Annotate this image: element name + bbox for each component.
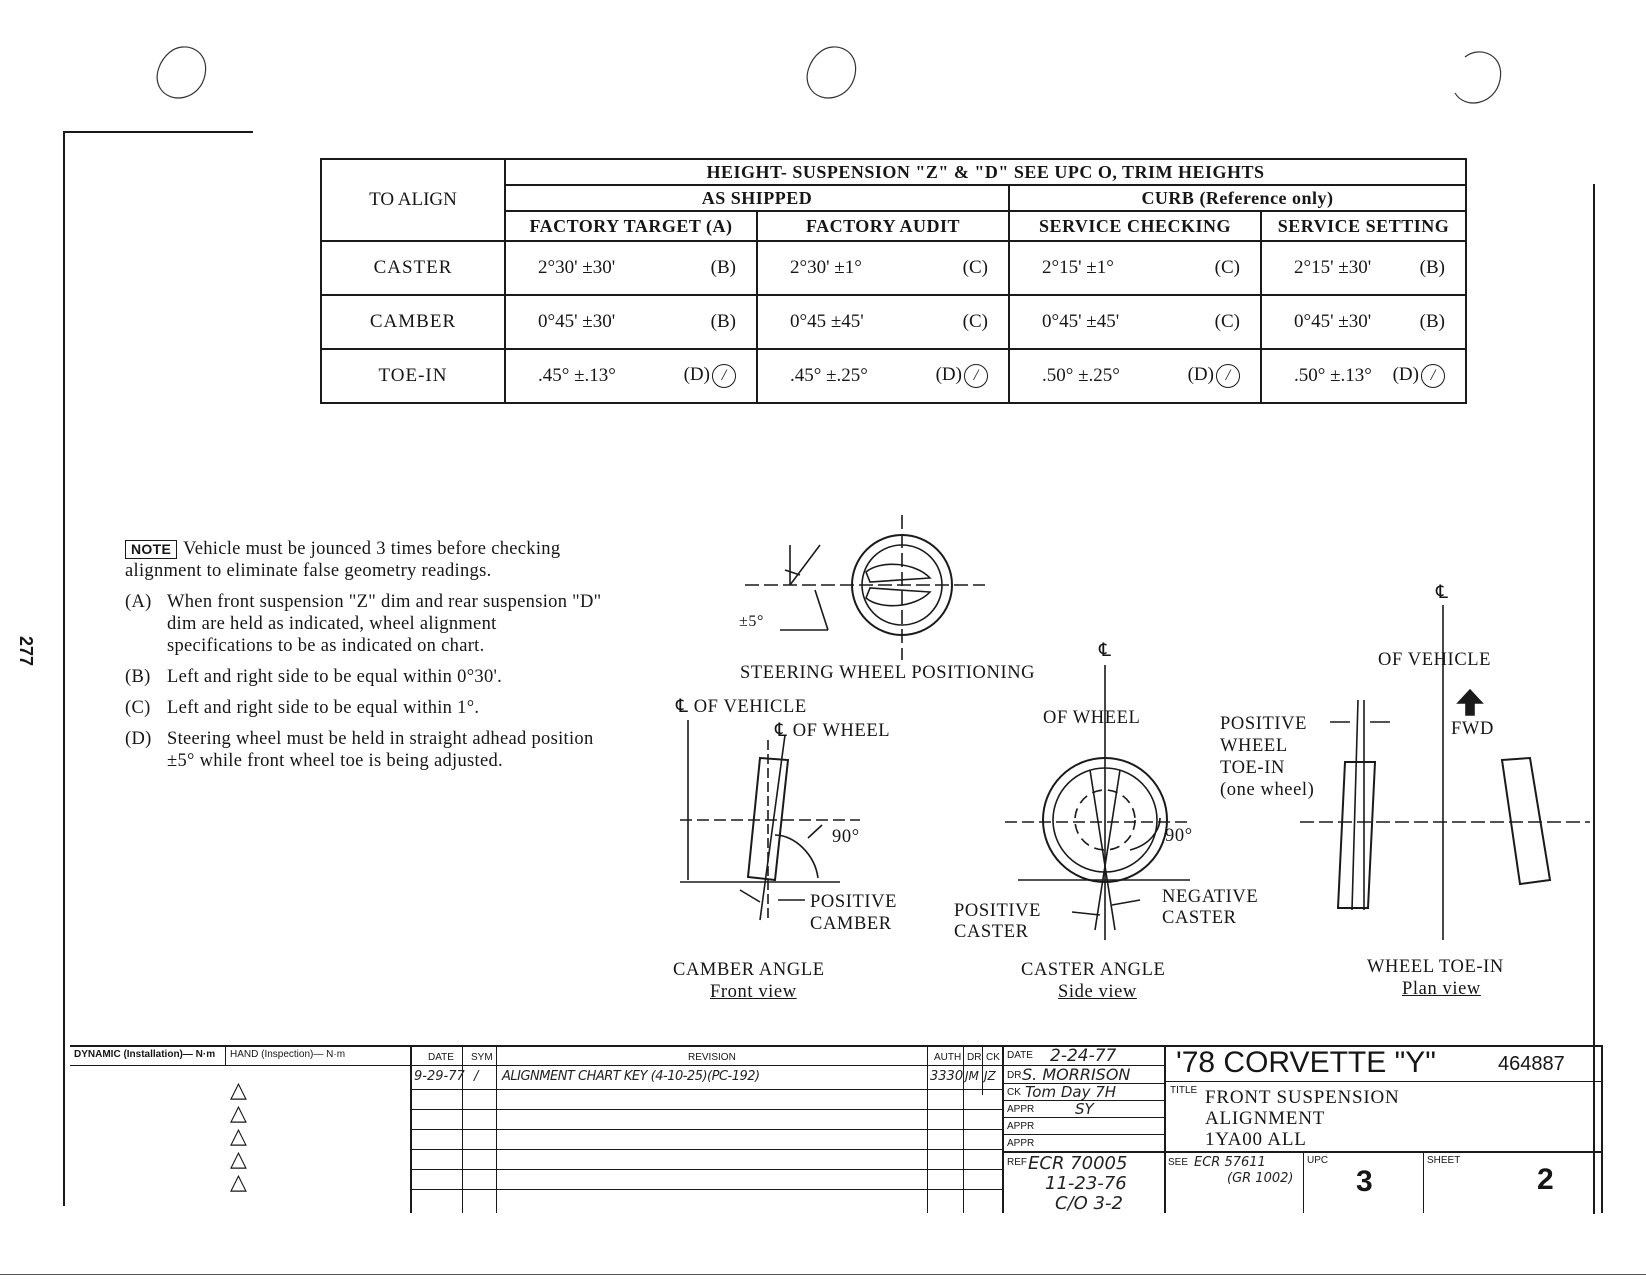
negative-caster-label: NEGATIVE <box>1162 887 1259 907</box>
drawing-number: 464887 <box>1498 1053 1565 1075</box>
ref-label: REF <box>1007 1157 1027 1168</box>
note-letter: (A) <box>125 592 152 612</box>
caster-angle-label: 90° <box>1165 826 1193 846</box>
spec-value: 0°45' ±30' <box>538 311 616 332</box>
toe-cl-symbol: ℄ <box>1436 583 1449 603</box>
circled-mark: / <box>1216 364 1240 388</box>
spec-note: (B) <box>710 257 736 278</box>
column-header: SERVICE CHECKING <box>1009 211 1261 241</box>
spec-note: (D) <box>683 364 710 385</box>
spec-value: .50° ±.25° <box>1042 365 1120 386</box>
note-intro-text: Vehicle must be jounced 3 times before checking alignment to eliminate false geometry readings. <box>125 539 561 581</box>
note-text: Steering wheel must be held in straight adhead position ±5° while front wheel toe is being adjusted. <box>167 729 594 771</box>
positive-toe-line: WHEEL <box>1220 736 1288 756</box>
positive-camber-label: POSITIVE <box>810 892 898 912</box>
title-block <box>70 1045 1603 1213</box>
sheet-value: 2 <box>1537 1163 1554 1196</box>
toe-view-label: Plan view <box>1402 979 1481 999</box>
rev-sym: / <box>474 1069 479 1084</box>
note-text: When front suspension "Z" dim and rear suspension "D" dim are held as indicated, wheel alignment specifications to be as indicated on chart. <box>167 592 602 656</box>
rev-date: 9-29-77 <box>414 1069 465 1084</box>
toe-in-title: WHEEL TOE-IN <box>1367 957 1504 977</box>
row-label: CASTER <box>321 241 505 295</box>
spec-note: (B) <box>710 311 736 332</box>
spec-note: (B) <box>1419 311 1445 332</box>
spec-value: 0°45' ±45' <box>1042 311 1120 332</box>
dr-label: DR <box>1007 1070 1022 1081</box>
spec-value: 0°45' ±30' <box>1294 311 1372 332</box>
spec-value: .45° ±.25° <box>790 365 868 386</box>
positive-caster-label: POSITIVE <box>954 901 1042 921</box>
steering-angle-label: ±5° <box>739 613 764 630</box>
column-header: FACTORY AUDIT <box>757 211 1009 241</box>
delta-triangle-icon: △ <box>230 1123 247 1148</box>
approver-initials: SY <box>1075 1100 1094 1118</box>
appr-label-3: APPR <box>1007 1138 1035 1149</box>
see-line: ECR 57611 <box>1194 1155 1266 1170</box>
steering-wheel-diagram <box>745 515 985 660</box>
spec-value: 2°15' ±30' <box>1294 257 1372 278</box>
circled-mark: / <box>712 364 736 388</box>
ref-line: ECR 70005 <box>1028 1153 1128 1174</box>
note-text: Left and right side to be equal within 0°30'. <box>167 667 503 687</box>
spec-note: (C) <box>1214 311 1240 332</box>
camber-angle-label: 90° <box>832 827 860 847</box>
rev-header-auth: AUTH <box>934 1052 962 1063</box>
rev-header-sym: SYM <box>471 1052 493 1063</box>
curb-header: CURB (Reference only) <box>1009 185 1466 211</box>
drawing-title-line: ALIGNMENT <box>1205 1108 1326 1129</box>
drawing-date: 2-24-77 <box>1050 1046 1117 1066</box>
caster-angle-title: CASTER ANGLE <box>1021 960 1166 980</box>
positive-toe-line: TOE-IN <box>1220 758 1285 778</box>
caster-cl-symbol: ℄ <box>1099 641 1112 661</box>
title-label: TITLE <box>1170 1085 1198 1096</box>
hand-torque-header: HAND (Inspection)— N·m <box>230 1049 346 1060</box>
spec-note: (D) <box>1187 364 1214 385</box>
steering-caption: STEERING WHEEL POSITIONING <box>740 663 1036 683</box>
to-align-header: TO ALIGN <box>321 159 505 241</box>
circled-mark: / <box>964 364 988 388</box>
camber-angle-title: CAMBER ANGLE <box>673 960 825 980</box>
row-label: TOE-IN <box>321 349 505 403</box>
spec-value: .45° ±.13° <box>538 365 616 386</box>
camber-cl-wheel-label: ℄ OF WHEEL <box>775 721 891 741</box>
delta-triangle-icon: △ <box>230 1169 247 1194</box>
spec-note: (D) <box>935 364 962 385</box>
spec-note: (C) <box>962 311 988 332</box>
rev-header-date: DATE <box>428 1052 454 1063</box>
camber-view-label: Front view <box>710 982 797 1002</box>
delta-triangle-icon: △ <box>230 1146 247 1171</box>
spec-value: 2°15' ±1° <box>1042 257 1114 278</box>
note-badge: NOTE <box>125 540 177 559</box>
note-text: Left and right side to be equal within 1°. <box>167 698 480 718</box>
spec-value: 0°45 ±45' <box>790 311 864 332</box>
drawing-title-line: 1YA00 ALL <box>1205 1129 1307 1150</box>
drafter-name: S. MORRISON <box>1022 1065 1131 1084</box>
caster-cl-wheel-label: OF WHEEL <box>1043 708 1141 728</box>
camber-diagram <box>680 720 860 920</box>
circled-mark: / <box>1421 364 1445 388</box>
spec-value: 2°30' ±1° <box>790 257 862 278</box>
column-header: FACTORY TARGET (A) <box>505 211 757 241</box>
rev-header-revision: REVISION <box>688 1052 736 1063</box>
drawing-title <box>1205 1087 1400 1150</box>
rev-ck: JZ <box>984 1069 996 1083</box>
frame-bottom-border <box>0 1274 1646 1275</box>
upc-label: UPC <box>1307 1155 1329 1166</box>
note-letter: (D) <box>125 729 152 749</box>
rev-dr: JM <box>965 1069 979 1083</box>
note-letter: (C) <box>125 698 151 718</box>
negative-caster-label-2: CASTER <box>1162 908 1237 928</box>
note-letter: (B) <box>125 667 151 687</box>
spec-note: (B) <box>1419 257 1445 278</box>
toe-cl-vehicle-label: OF VEHICLE <box>1378 650 1492 670</box>
drawing-title-line: FRONT SUSPENSION <box>1205 1087 1400 1108</box>
rev-description: ALIGNMENT CHART KEY (4-10-25)(PC-192) <box>502 1069 760 1084</box>
spec-value: 2°30' ±30' <box>538 257 616 278</box>
dynamic-torque-header: DYNAMIC (Installation)— N·m <box>74 1049 216 1060</box>
height-suspension-header: HEIGHT- SUSPENSION "Z" & "D" SEE UPC O, TRIM HEIGHTS <box>505 159 1466 185</box>
sheet-label: SHEET <box>1427 1155 1461 1166</box>
upc-value: 3 <box>1356 1165 1373 1198</box>
positive-caster-label-2: CASTER <box>954 922 1029 942</box>
vehicle-model: '78 CORVETTE "Y" <box>1176 1046 1436 1079</box>
see-line: (GR 1002) <box>1227 1171 1294 1186</box>
spec-note: (C) <box>962 257 988 278</box>
spec-note: (D) <box>1392 364 1419 385</box>
caster-view-label: Side view <box>1058 982 1137 1002</box>
page-number: 277 <box>16 636 36 667</box>
checker-signature: Tom Day 7H <box>1025 1083 1117 1101</box>
row-label: CAMBER <box>321 295 505 349</box>
positive-camber-label-2: CAMBER <box>810 914 892 934</box>
rev-header-dr: DR <box>967 1052 982 1063</box>
positive-toe-line: (one wheel) <box>1220 780 1315 800</box>
appr-label-2: APPR <box>1007 1121 1035 1132</box>
positive-toe-line: POSITIVE <box>1220 714 1308 734</box>
camber-cl-vehicle-label: ℄ OF VEHICLE <box>676 697 807 717</box>
as-shipped-header: AS SHIPPED <box>505 185 1009 211</box>
ck-label: CK <box>1007 1087 1021 1098</box>
appr-label: APPR <box>1007 1104 1035 1115</box>
spec-value: .50° ±.13° <box>1294 365 1372 386</box>
fwd-label: FWD <box>1451 719 1494 739</box>
delta-triangle-icon: △ <box>230 1100 247 1125</box>
ref-line: 11-23-76 <box>1045 1173 1127 1194</box>
rev-header-ck: CK <box>986 1052 1000 1063</box>
positive-toe-label <box>1220 713 1314 801</box>
see-label: SEE <box>1168 1157 1189 1168</box>
date-label: DATE <box>1007 1050 1033 1061</box>
rev-auth: 3330 <box>930 1069 964 1084</box>
column-header: SERVICE SETTING <box>1261 211 1466 241</box>
ref-line: C/O 3-2 <box>1055 1193 1123 1214</box>
delta-triangle-icon: △ <box>230 1077 247 1102</box>
spec-note: (C) <box>1214 257 1240 278</box>
